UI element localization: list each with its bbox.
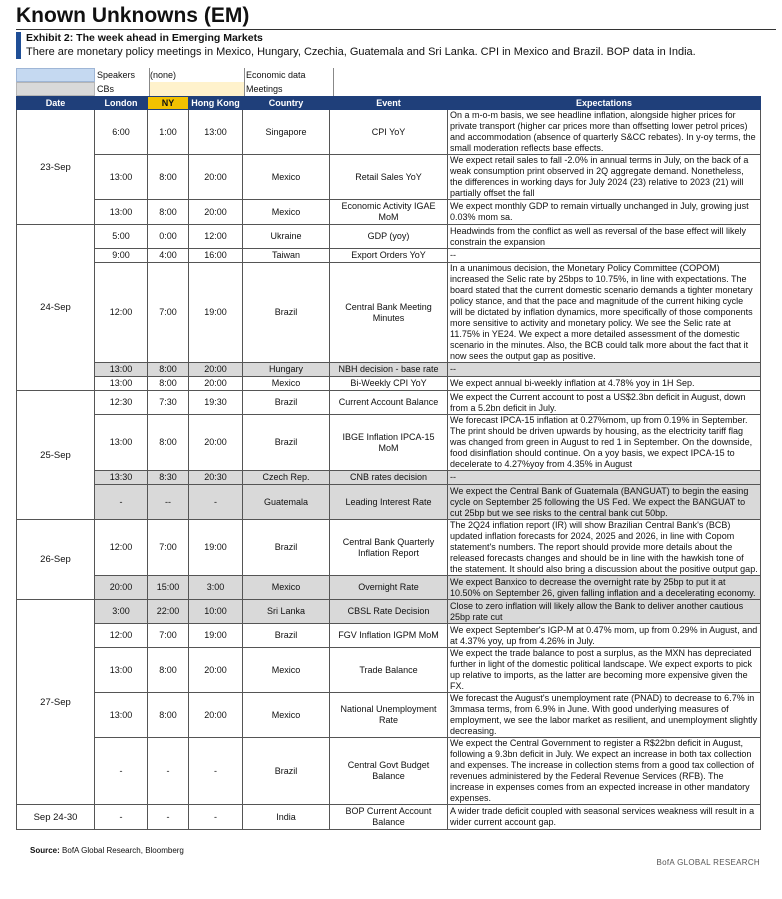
ny-time-cell: 8:00 bbox=[148, 415, 189, 471]
table-row bbox=[17, 377, 761, 391]
country-cell: Brazil bbox=[243, 263, 330, 363]
hong-kong-time-cell: 20:00 bbox=[189, 155, 243, 200]
expectations-cell: We expect the Central Government to register a R$22bn deficit in August, following a 9.3bn deficit in July. We expect an increase in both tax collection and expenses. The increase in collection stems from a good tax collection of revenues administered by the Federal Revenue Services (RFB). The increase in expenses comes from an expected increase in other mandatory expenses. bbox=[448, 738, 761, 805]
london-time-cell: 13:00 bbox=[95, 363, 148, 377]
expectations-cell: We expect the trade balance to post a surplus, as the MXN has depreciated further in light of the domestic political landscape. We expect exports to pick up relative to imports, as the latter are becoming more expensive given the FX. bbox=[448, 648, 761, 693]
expectations-cell: Close to zero inflation will likely allow the Bank to deliver another cautious 25bp rate cut bbox=[448, 600, 761, 624]
hong-kong-time-cell: 19:00 bbox=[189, 263, 243, 363]
country-cell: Brazil bbox=[243, 391, 330, 415]
ny-time-cell: 8:00 bbox=[148, 693, 189, 738]
legend-cbs-yellow bbox=[150, 82, 245, 96]
country-cell: Brazil bbox=[243, 738, 330, 805]
legend-divider bbox=[244, 68, 245, 96]
expectations-cell: -- bbox=[448, 363, 761, 377]
expectations-cell: -- bbox=[448, 249, 761, 263]
expectations-cell: We expect the Central Bank of Guatemala (BANGUAT) to begin the easing cycle on September 25 following the US Fed. We expect the BANGUAT to cut 25bp but we see risks to the central bank cut 50bp. bbox=[448, 485, 761, 520]
london-time-cell: 5:00 bbox=[95, 225, 148, 249]
ny-time-cell: 8:00 bbox=[148, 155, 189, 200]
london-time-cell: 13:00 bbox=[95, 648, 148, 693]
country-cell: Czech Rep. bbox=[243, 471, 330, 485]
event-cell: Trade Balance bbox=[330, 648, 448, 693]
expectations-cell: -- bbox=[448, 471, 761, 485]
hong-kong-time-cell: - bbox=[189, 485, 243, 520]
date-cell: 25-Sep bbox=[17, 391, 95, 520]
hong-kong-time-cell: 20:00 bbox=[189, 363, 243, 377]
date-cell: Sep 24-30 bbox=[17, 805, 95, 830]
event-cell: Economic Activity IGAE MoM bbox=[330, 200, 448, 225]
country-cell: India bbox=[243, 805, 330, 830]
london-time-cell: - bbox=[95, 805, 148, 830]
expectations-cell: We expect the Current account to post a US$2.3bn deficit in August, down from a 5.2bn deficit in July. bbox=[448, 391, 761, 415]
hong-kong-time-cell: - bbox=[189, 805, 243, 830]
table-header-row bbox=[17, 97, 761, 110]
expectations-cell: We expect Banxico to decrease the overnight rate by 25bp to put it at 10.50% on September 26, given falling inflation and a decelerating economy. bbox=[448, 576, 761, 600]
legend bbox=[16, 68, 334, 96]
london-time-cell: 12:00 bbox=[95, 520, 148, 576]
london-time-cell: - bbox=[95, 485, 148, 520]
table-row bbox=[17, 648, 761, 693]
source-note bbox=[30, 846, 184, 855]
table-row bbox=[17, 263, 761, 363]
source-label: Source: bbox=[30, 846, 60, 855]
ny-time-cell: 7:30 bbox=[148, 391, 189, 415]
country-cell: Mexico bbox=[243, 576, 330, 600]
legend-speakers-label: Speakers bbox=[97, 70, 136, 80]
country-cell: Mexico bbox=[243, 377, 330, 391]
ny-time-cell: 4:00 bbox=[148, 249, 189, 263]
table-row bbox=[17, 624, 761, 648]
legend-meetings-label: Meetings bbox=[246, 84, 283, 94]
london-time-cell: 13:00 bbox=[95, 693, 148, 738]
expectations-cell: We expect annual bi-weekly inflation at 4.78% yoy in 1H Sep. bbox=[448, 377, 761, 391]
expectations-cell: On a m-o-m basis, we see headline inflation, alongside higher prices for private transport (higher car prices more than offsetting lower petrol prices) and accommodation (absence of quarterly S&CC rebates). In y-oy terms, the small moderation reflects base effects. bbox=[448, 110, 761, 155]
london-time-cell: 13:00 bbox=[95, 200, 148, 225]
column-header-ny: NY bbox=[148, 97, 189, 110]
legend-speakers-swatch bbox=[16, 68, 95, 82]
country-cell: Brazil bbox=[243, 624, 330, 648]
legend-cbs-label: CBs bbox=[97, 84, 115, 94]
country-cell: Brazil bbox=[243, 520, 330, 576]
table-row bbox=[17, 471, 761, 485]
event-cell: BOP Current Account Balance bbox=[330, 805, 448, 830]
event-cell: Leading Interest Rate bbox=[330, 485, 448, 520]
column-header-london: London bbox=[95, 97, 148, 110]
date-cell: 27-Sep bbox=[17, 600, 95, 805]
table-row bbox=[17, 805, 761, 830]
ny-time-cell: - bbox=[148, 805, 189, 830]
london-time-cell: 9:00 bbox=[95, 249, 148, 263]
country-cell: Sri Lanka bbox=[243, 600, 330, 624]
london-time-cell: 3:00 bbox=[95, 600, 148, 624]
event-cell: Central Bank Meeting Minutes bbox=[330, 263, 448, 363]
london-time-cell: 6:00 bbox=[95, 110, 148, 155]
brand-footer: BofA GLOBAL RESEARCH bbox=[656, 858, 760, 867]
source-text: BofA Global Research, Bloomberg bbox=[62, 846, 184, 855]
table-row bbox=[17, 200, 761, 225]
event-cell: Central Bank Quarterly Inflation Report bbox=[330, 520, 448, 576]
hong-kong-time-cell: 20:00 bbox=[189, 648, 243, 693]
legend-economic-data-label: Economic data bbox=[246, 70, 306, 80]
event-cell: CNB rates decision bbox=[330, 471, 448, 485]
exhibit-subtitle: There are monetary policy meetings in Mexico, Hungary, Czechia, Guatemala and Sri Lanka. CPI in Mexico and Brazil. BOP data in India. bbox=[26, 46, 696, 58]
hong-kong-time-cell: 10:00 bbox=[189, 600, 243, 624]
column-header-date: Date bbox=[17, 97, 95, 110]
ny-time-cell: 15:00 bbox=[148, 576, 189, 600]
hong-kong-time-cell: 19:00 bbox=[189, 520, 243, 576]
event-cell: National Unemployment Rate bbox=[330, 693, 448, 738]
hong-kong-time-cell: 12:00 bbox=[189, 225, 243, 249]
column-header-expectations: Expectations bbox=[448, 97, 761, 110]
event-cell: Export Orders YoY bbox=[330, 249, 448, 263]
london-time-cell: 12:00 bbox=[95, 624, 148, 648]
event-cell: Retail Sales YoY bbox=[330, 155, 448, 200]
ny-time-cell: -- bbox=[148, 485, 189, 520]
ny-time-cell: 7:00 bbox=[148, 520, 189, 576]
hong-kong-time-cell: 16:00 bbox=[189, 249, 243, 263]
ny-time-cell: - bbox=[148, 738, 189, 805]
exhibit-title: Exhibit 2: The week ahead in Emerging Markets bbox=[26, 32, 263, 44]
hong-kong-time-cell: 20:00 bbox=[189, 693, 243, 738]
ny-time-cell: 7:00 bbox=[148, 624, 189, 648]
event-cell: CPI YoY bbox=[330, 110, 448, 155]
table-row bbox=[17, 738, 761, 805]
event-cell: NBH decision - base rate bbox=[330, 363, 448, 377]
column-header-hong-kong: Hong Kong bbox=[189, 97, 243, 110]
london-time-cell: 20:00 bbox=[95, 576, 148, 600]
column-header-country: Country bbox=[243, 97, 330, 110]
expectations-cell: We expect September's IGP-M at 0.47% mom, up from 0.29% in August, and at 4.37% yoy, up from 4.26% in July. bbox=[448, 624, 761, 648]
table-row bbox=[17, 110, 761, 155]
ny-time-cell: 22:00 bbox=[148, 600, 189, 624]
ny-time-cell: 1:00 bbox=[148, 110, 189, 155]
country-cell: Mexico bbox=[243, 693, 330, 738]
event-cell: Overnight Rate bbox=[330, 576, 448, 600]
date-cell: 24-Sep bbox=[17, 225, 95, 391]
table-row bbox=[17, 693, 761, 738]
event-cell: GDP (yoy) bbox=[330, 225, 448, 249]
legend-divider bbox=[333, 68, 334, 96]
expectations-cell: A wider trade deficit coupled with seasonal services weakness will result in a wider current account gap. bbox=[448, 805, 761, 830]
date-cell: 23-Sep bbox=[17, 110, 95, 225]
table-row bbox=[17, 155, 761, 200]
hong-kong-time-cell: 19:00 bbox=[189, 624, 243, 648]
table-row bbox=[17, 363, 761, 377]
country-cell: Singapore bbox=[243, 110, 330, 155]
exhibit-accent-bar bbox=[16, 32, 21, 59]
expectations-cell: We forecast IPCA-15 inflation at 0.27%mom, up from 0.19% in September. The print should be driven upwards by housing, as the electricity tariff flag was changed from green in August to red 1 in September. On the downside, food disinflation should continue. On a yoy basis, we expect IPCA-15 to decelerate to 4.27%yoy from 4.35% in August bbox=[448, 415, 761, 471]
event-cell: FGV Inflation IGPM MoM bbox=[330, 624, 448, 648]
ny-time-cell: 0:00 bbox=[148, 225, 189, 249]
date-cell: 26-Sep bbox=[17, 520, 95, 600]
ny-time-cell: 8:00 bbox=[148, 377, 189, 391]
london-time-cell: 13:00 bbox=[95, 377, 148, 391]
table-row bbox=[17, 520, 761, 576]
country-cell: Mexico bbox=[243, 648, 330, 693]
legend-divider bbox=[149, 68, 150, 96]
hong-kong-time-cell: 19:30 bbox=[189, 391, 243, 415]
hong-kong-time-cell: - bbox=[189, 738, 243, 805]
table-row bbox=[17, 576, 761, 600]
country-cell: Mexico bbox=[243, 155, 330, 200]
event-cell: Current Account Balance bbox=[330, 391, 448, 415]
hong-kong-time-cell: 20:30 bbox=[189, 471, 243, 485]
ny-time-cell: 8:00 bbox=[148, 200, 189, 225]
table-row bbox=[17, 485, 761, 520]
expectations-cell: We forecast the August's unemployment rate (PNAD) to decrease to 6.7% in 3mmasa terms, from 6.9% in June. With good underlying measures of employment, we see the labor market as resilient, and unemployment slightly decreasing. bbox=[448, 693, 761, 738]
column-header-event: Event bbox=[330, 97, 448, 110]
country-cell: Hungary bbox=[243, 363, 330, 377]
country-cell: Mexico bbox=[243, 200, 330, 225]
schedule-table bbox=[16, 96, 761, 830]
event-cell: IBGE Inflation IPCA-15 MoM bbox=[330, 415, 448, 471]
country-cell: Taiwan bbox=[243, 249, 330, 263]
london-time-cell: 13:30 bbox=[95, 471, 148, 485]
hong-kong-time-cell: 20:00 bbox=[189, 415, 243, 471]
expectations-cell: The 2Q24 inflation report (IR) will show Brazilian Central Bank's (BCB) updated inflation forecasts for 2024, 2025 and 2026, in line with Copom statement's numbers. The report should provide more details about the released forecasts changes and should be in line with the hawkish tone of the statement. It should also bring a discussion about the positive output gap. bbox=[448, 520, 761, 576]
country-cell: Guatemala bbox=[243, 485, 330, 520]
country-cell: Brazil bbox=[243, 415, 330, 471]
country-cell: Ukraine bbox=[243, 225, 330, 249]
event-cell: Central Govt Budget Balance bbox=[330, 738, 448, 805]
legend-none-label: (none) bbox=[150, 70, 177, 80]
ny-time-cell: 7:00 bbox=[148, 263, 189, 363]
event-cell: CBSL Rate Decision bbox=[330, 600, 448, 624]
ny-time-cell: 8:30 bbox=[148, 471, 189, 485]
london-time-cell: 13:00 bbox=[95, 415, 148, 471]
london-time-cell: - bbox=[95, 738, 148, 805]
page-title: Known Unknowns (EM) bbox=[16, 2, 776, 30]
table-row bbox=[17, 391, 761, 415]
event-cell: Bi-Weekly CPI YoY bbox=[330, 377, 448, 391]
expectations-cell: Headwinds from the conflict as well as reversal of the base effect will likely constrain the expansion bbox=[448, 225, 761, 249]
table-row bbox=[17, 415, 761, 471]
expectations-cell: In a unanimous decision, the Monetary Policy Committee (COPOM) increased the Selic rate by 25bps to 10.75%, in line with expectations. The board stated that the current domestic scenario demands a tighter monetary policy stance, and that the pace and magnitude of the current hiking cycle will be dictated by inflation dynamics, more specifically of those components more sensitive to activity and monetary policy. We see the Selic rate at 11.75% in YE24. We expect a more detailed assessment of the domestic scenario in the minutes. Also, the BCB could talk more about the fact that it now sees the output gap as positive. bbox=[448, 263, 761, 363]
hong-kong-time-cell: 13:00 bbox=[189, 110, 243, 155]
ny-time-cell: 8:00 bbox=[148, 363, 189, 377]
expectations-cell: We expect retail sales to fall -2.0% in annual terms in July, on the back of a weak consumption print observed in 2Q aggregate demand. Nonetheless, the differences in working days for July 2024 (23) relative to 2023 (21) will partially offset the fall bbox=[448, 155, 761, 200]
london-time-cell: 12:30 bbox=[95, 391, 148, 415]
legend-cbs-swatch bbox=[16, 82, 95, 96]
hong-kong-time-cell: 20:00 bbox=[189, 377, 243, 391]
expectations-cell: We expect monthly GDP to remain virtually unchanged in July, growing just 0.03% mom sa. bbox=[448, 200, 761, 225]
table-row bbox=[17, 225, 761, 249]
london-time-cell: 13:00 bbox=[95, 155, 148, 200]
ny-time-cell: 8:00 bbox=[148, 648, 189, 693]
hong-kong-time-cell: 20:00 bbox=[189, 200, 243, 225]
hong-kong-time-cell: 3:00 bbox=[189, 576, 243, 600]
table-row bbox=[17, 249, 761, 263]
table-row bbox=[17, 600, 761, 624]
london-time-cell: 12:00 bbox=[95, 263, 148, 363]
